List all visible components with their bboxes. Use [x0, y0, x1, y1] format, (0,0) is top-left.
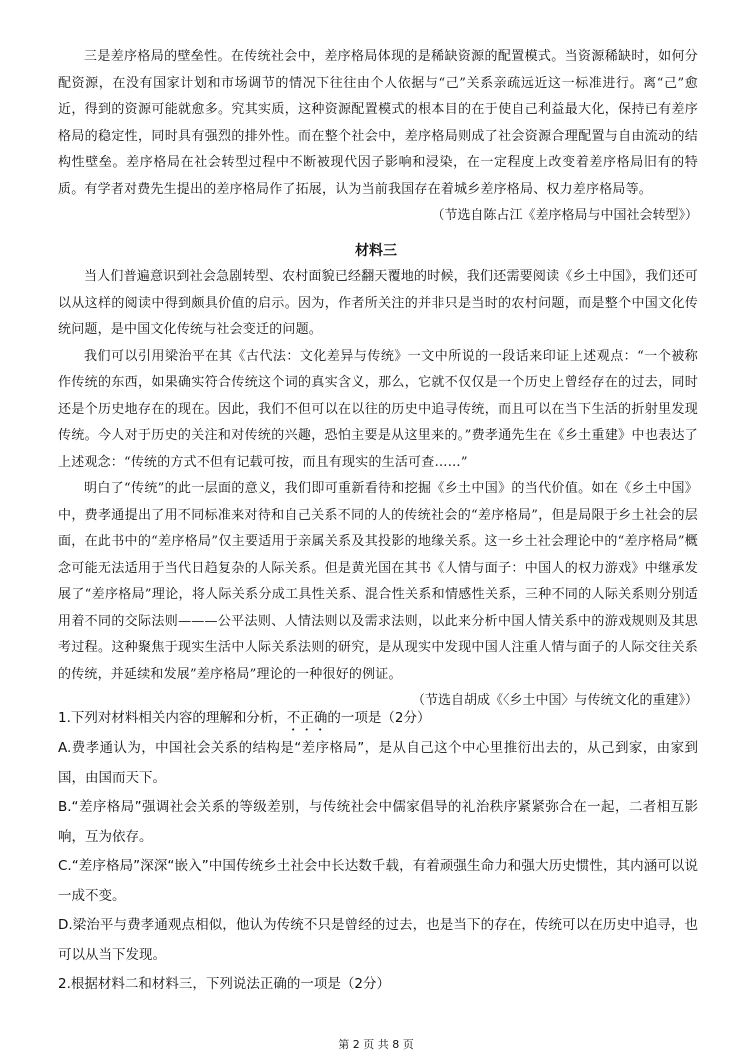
- paragraph-huang-guangguo: 明白了“传统”的此一层面的意义，我们即可重新看待和挖掘《乡土中国》的当代价值。如在《乡土中国》中，费孝通提出了用不同标准来对待和自己关系不同的人的传统社会的“差序格局”，但是局限于乡土社会的层面，在此书中的“差序格局”仅主要适用于亲属关系及其投影的地缘关系。这一乡土社会理论中的“差序格局”概念可能无法适用于当代日趋复杂的人际关系。但是黄光国在其书《人情与面子：中国人的权力游戏》中继承发展了“差序格局”理论，将人际关系分成工具性关系、混合性关系和情感性关系，三种不同的人际关系则分别适用着不同的交际法则———公平法则、人情法则以及需求法则，以此来分析中国人情关系中的游戏规则及其思考过程。这种聚焦于现实生活中人际关系法则的研究，是从现实中发现中国人注重人情与面子的人际交往关系的传统，并延续和发展”差序格局”理论的一种很好的例证。: [58, 481, 698, 682]
- source-citation: （节选自胡成《〈乡土中国〉与传统文化的重建》）: [411, 693, 698, 708]
- page-footer: 第 2 页 共 8 页: [338, 1038, 414, 1051]
- source-citation: （节选自陈占江《差序格局与中国社会转型》）: [431, 208, 698, 223]
- material-3-heading: 材料三: [355, 243, 397, 259]
- material-3-body: [58, 264, 698, 714]
- paragraph-liang-zhiping: 我们可以引用梁治平在其《古代法：文化差异与传统》一文中所说的一段话来印证上述观点：“一个被称作传统的东西，如果确实符合传统这个词的真实含义，那么，它就不仅仅是一个历史上曾经存在的过去，同时还是个历史地存在的现在。因此，我们不但可以在以往的历史中追寻传统，而且可以在当下生活的折射里发现传统。今人对于历史的关注和对传统的兴趣，恐怕主要是从这里来的。”费孝通先生在《乡土重建》中也表达了上述观念：“传统的方式不但有记载可按，而且有现实的生活可查……”: [58, 348, 698, 470]
- option-d: D.梁治平与费孝通观点相似，他认为传统不只是曾经的过去，也是当下的存在，传统可以在历史中追寻，也可以从当下发现。: [58, 917, 698, 963]
- material-2-excerpt: [58, 44, 698, 229]
- question-2: 2.根据材料二和材料三，下列说法正确的一项是（2分）: [58, 976, 390, 992]
- question-1-suffix: 的一项是（2分）: [327, 710, 431, 726]
- questions: [58, 704, 698, 1000]
- question-1: [58, 704, 698, 734]
- question-1-prefix: 1.下列对材料相关内容的理解和分析，: [58, 710, 287, 726]
- question-1-emphasis: 不正确: [286, 710, 328, 726]
- option-b: B.“差序格局”强调社会关系的等级差别，与传统社会中儒家倡导的礼治秩序紧紧弥合在一起，二者相互影响，互为依存。: [58, 799, 698, 845]
- paragraph-intro: 当人们普遍意识到社会急剧转型、农村面貌已经翻天覆地的时候，我们还需要阅读《乡土中国》，我们还可以从这样的阅读中得到颇具价值的启示。因为，作者所关注的并非只是当时的农村问题，而是整个中国文化传统问题，是中国文化传统与社会变迁的问题。: [58, 269, 698, 337]
- option-a: A.费孝通认为，中国社会关系的结构是“差序格局”，是从自己这个中心里推衍出去的，从己到家，由家到国，由国而天下。: [58, 740, 698, 786]
- option-c: C.“差序格局”深深“嵌入”中国传统乡土社会中长达数千载，有着顽强生命力和强大历史惯性，其内涵可以说一成不变。: [58, 858, 698, 904]
- paragraph-barrier: 三是差序格局的壁垒性。在传统社会中，差序格局体现的是稀缺资源的配置模式。当资源稀缺时，如何分配资源，在没有国家计划和市场调节的情况下往往由个人依据与“己”关系亲疏远近这一标准进行。离“己”愈近，得到的资源可能就愈多。究其实质，这种资源配置模式的根本目的在于使自己利益最大化，保持已有差序格局的稳定性，同时具有强烈的排外性。而在整个社会中，差序格局则成了社会资源合理配置与自由流动的结构性壁垒。差序格局在社会转型过程中不断被现代因子影响和浸染，在一定程度上改变着差序格局旧有的特质。有学者对费先生提出的差序格局作了拓展，认为当前我国存在着城乡差序格局、权力差序格局等。: [58, 49, 698, 197]
